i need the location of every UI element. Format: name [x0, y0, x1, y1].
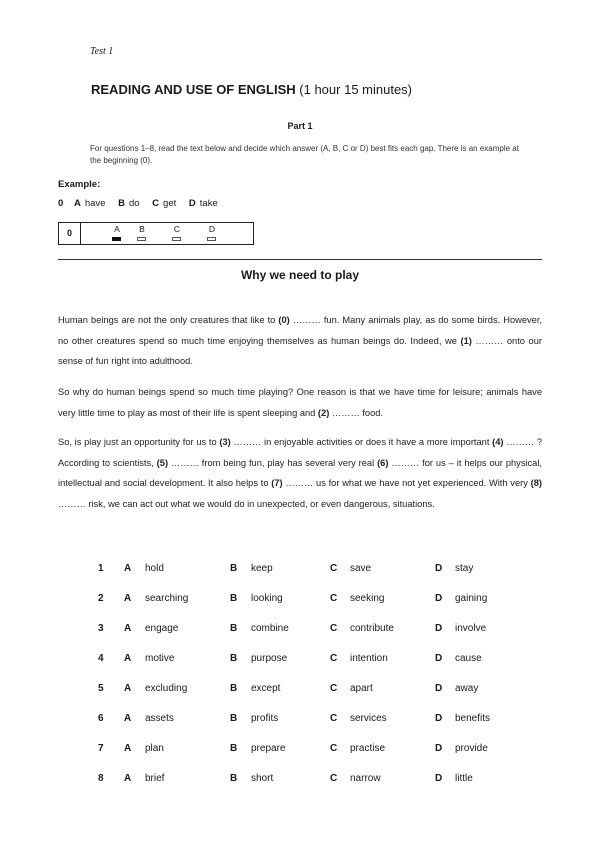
text-segment: ……… for us – it helps our physical, intellectual and social development. It also helps to — [58, 457, 542, 488]
option-word-c[interactable]: apart — [350, 683, 373, 694]
example-option-b: B do — [118, 198, 140, 209]
example-options — [58, 198, 228, 209]
question-row-7 — [98, 743, 518, 757]
answer-letter-c: C — [173, 224, 181, 234]
option-word-c[interactable]: services — [350, 713, 387, 724]
text-segment: So why do human beings spend so much time playing? One reason is that we have time for leisure; animals have very little time to play as most of their life is spent sleeping and — [58, 387, 542, 418]
example-number: 0 — [58, 198, 64, 209]
section-divider — [58, 259, 542, 260]
option-word-d[interactable]: gaining — [455, 593, 488, 604]
gap-number: (7) — [271, 478, 283, 488]
option-letter-a: A — [124, 563, 132, 574]
option-word-a[interactable]: motive — [145, 653, 175, 664]
text-segment: ……… risk, we can act out what we would do in unexpected, or even dangerous, situations. — [58, 498, 435, 509]
question-row-8 — [98, 773, 518, 787]
option-letter-b: B — [230, 593, 238, 604]
text-segment: ……… us for what we have not yet experienced. With very — [282, 478, 531, 488]
option-word-b[interactable]: looking — [251, 593, 283, 604]
option-letter-b: B — [230, 653, 238, 664]
answer-letter-b: B — [139, 224, 145, 234]
question-number: 7 — [98, 743, 104, 754]
option-letter-d: D — [435, 563, 443, 574]
option-word-c[interactable]: intention — [350, 653, 388, 664]
option-letter-d: D — [435, 713, 443, 724]
option-letter-a: A — [124, 743, 132, 754]
option-word-c[interactable]: seeking — [350, 593, 385, 604]
answer-letter-d: D — [208, 224, 216, 234]
option-word-b[interactable]: purpose — [251, 653, 288, 664]
option-letter-b: B — [230, 773, 238, 784]
text-title: Why we need to play — [240, 268, 360, 282]
option-letter-c: C — [330, 593, 338, 604]
option-letter-a: A — [124, 593, 132, 604]
answer-bubble-d[interactable] — [207, 237, 216, 241]
option-letter-a: A — [124, 653, 132, 664]
text-segment: ……… ? According to scientists, — [58, 437, 542, 468]
question-row-1 — [98, 563, 518, 577]
question-row-3 — [98, 623, 518, 637]
question-number: 8 — [98, 773, 104, 784]
option-word-b[interactable]: combine — [251, 623, 289, 634]
option-word-b[interactable]: keep — [251, 563, 273, 574]
example-label: Example: — [58, 179, 101, 190]
option-letter-d: D — [435, 623, 443, 634]
text-paragraph-3 — [58, 432, 542, 514]
answer-box-number: 0 — [59, 223, 81, 244]
instructions: For questions 1–8, read the text below and decide which answer (A, B, C or D) best fits each gap. There is an example at the beginning (0). — [90, 144, 519, 165]
question-row-6 — [98, 713, 518, 727]
option-letter-d: D — [435, 683, 443, 694]
option-letter-d: D — [435, 743, 443, 754]
option-word-d[interactable]: away — [455, 683, 479, 694]
question-row-2 — [98, 593, 518, 607]
text-paragraph-2 — [58, 382, 542, 423]
option-word-c[interactable]: contribute — [350, 623, 394, 634]
option-letter-b: B — [230, 563, 238, 574]
option-letter-a: A — [124, 683, 132, 694]
section-title-text: READING AND USE OF ENGLISH — [91, 82, 296, 97]
option-letter-b: B — [230, 743, 238, 754]
question-number: 5 — [98, 683, 104, 694]
text-segment: So, is play just an opportunity for us to — [58, 437, 220, 447]
question-row-4 — [98, 653, 518, 667]
option-word-c[interactable]: save — [350, 563, 372, 574]
question-number: 1 — [98, 563, 104, 574]
answer-letter-a: A — [114, 224, 120, 234]
option-word-d[interactable]: little — [455, 773, 473, 784]
test-label: Test 1 — [90, 46, 114, 57]
text-segment: ……… from being fun, play has several very real — [168, 457, 378, 468]
question-number: 4 — [98, 653, 104, 664]
question-number: 3 — [98, 623, 104, 634]
answer-bubble-b[interactable] — [137, 237, 146, 241]
example-option-d: D take — [188, 198, 218, 209]
option-letter-d: D — [435, 653, 443, 664]
option-word-d[interactable]: involve — [455, 623, 487, 634]
option-word-a[interactable]: excluding — [145, 683, 188, 694]
question-number: 2 — [98, 593, 104, 604]
answer-bubble-a[interactable] — [112, 237, 121, 241]
text-segment: ……… in enjoyable activities or does it have a more important — [230, 437, 493, 447]
text-segment: ……… onto our sense of fun right into adulthood. — [58, 335, 542, 366]
example-answer-box — [58, 222, 254, 245]
option-word-b[interactable]: short — [251, 773, 274, 784]
gap-number: (3) — [219, 437, 231, 447]
option-word-b[interactable]: profits — [251, 713, 279, 724]
option-letter-a: A — [124, 713, 132, 724]
option-word-a[interactable]: brief — [145, 773, 165, 784]
option-letter-d: D — [435, 593, 443, 604]
option-letter-c: C — [330, 713, 338, 724]
option-word-b[interactable]: except — [251, 683, 281, 694]
option-letter-b: B — [230, 683, 238, 694]
question-number: 6 — [98, 713, 104, 724]
option-letter-b: B — [230, 713, 238, 724]
gap-number: (1) — [460, 335, 472, 346]
section-duration: (1 hour 15 minutes) — [299, 82, 413, 97]
option-word-a[interactable]: engage — [145, 623, 179, 634]
gap-number: (8) — [530, 478, 542, 488]
option-word-d[interactable]: benefits — [455, 713, 491, 724]
option-letter-b: B — [230, 623, 238, 634]
option-letter-c: C — [330, 683, 338, 694]
example-option-a: A have — [73, 198, 106, 209]
option-word-b[interactable]: prepare — [251, 743, 286, 754]
option-word-a[interactable]: searching — [145, 593, 189, 604]
section-title — [91, 82, 412, 97]
option-word-a[interactable]: plan — [145, 743, 164, 754]
gap-number: (6) — [377, 457, 389, 468]
option-word-a[interactable]: assets — [145, 713, 174, 724]
gap-number: (2) — [317, 407, 330, 418]
text-paragraph-1 — [58, 310, 542, 372]
option-word-c[interactable]: practise — [350, 743, 386, 754]
text-segment: Human beings are not the only creatures that like to — [58, 315, 279, 325]
gap-number: (4) — [492, 437, 504, 447]
question-row-5 — [98, 683, 518, 697]
gap-number: (0) — [278, 315, 290, 325]
option-letter-c: C — [330, 563, 338, 574]
gap-number: (5) — [156, 457, 169, 468]
text-segment: ……… fun. Many animals play, as do some birds. However, no other creatures spend so much time enjoying themselves as human beings do. Indeed, we — [58, 315, 543, 346]
option-letter-c: C — [330, 653, 338, 664]
option-word-d[interactable]: stay — [455, 563, 474, 574]
option-word-d[interactable]: cause — [455, 653, 482, 664]
option-word-d[interactable]: provide — [455, 743, 488, 754]
option-letter-c: C — [330, 743, 338, 754]
option-word-a[interactable]: hold — [145, 563, 164, 574]
option-letter-d: D — [435, 773, 443, 784]
example-option-c: C get — [152, 198, 177, 209]
option-word-c[interactable]: narrow — [350, 773, 381, 784]
text-segment: ……… food. — [329, 407, 384, 418]
option-letter-a: A — [124, 773, 132, 784]
option-letter-c: C — [330, 773, 338, 784]
option-letter-c: C — [330, 623, 338, 634]
part-heading: Part 1 — [287, 121, 313, 131]
option-letter-a: A — [124, 623, 132, 634]
answer-bubble-c[interactable] — [172, 237, 181, 241]
